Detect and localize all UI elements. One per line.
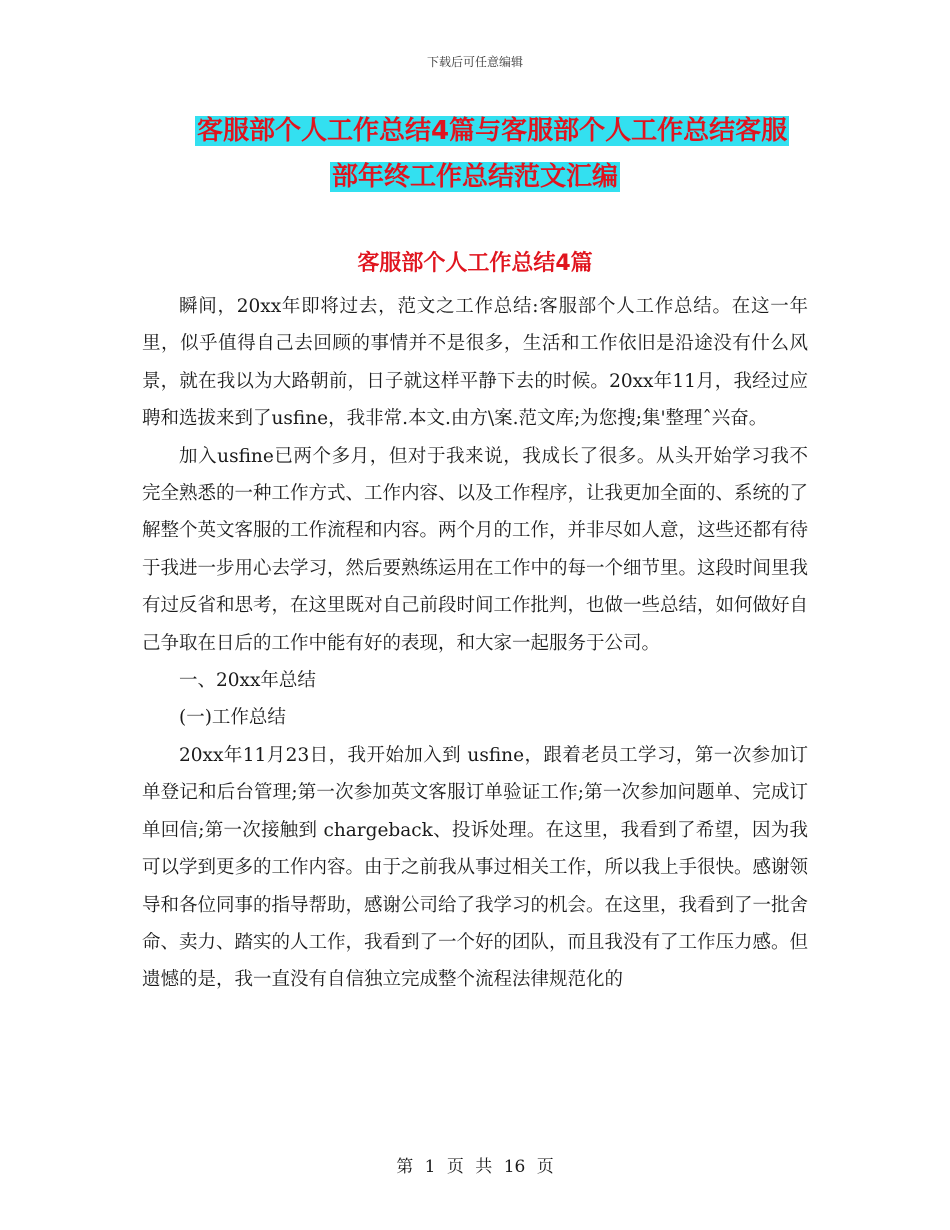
main-title-line-2 [140,154,820,200]
page-footer [0,1152,950,1177]
main-title-line-2-text: 部年终工作总结范文汇编 [332,162,619,192]
paragraph-work-detail: 20xx年11月23日，我开始加入到 usfine，跟着老员工学习，第一次参加订单登记和后台管理;第一次参加英文客服订单验证工作;第一次参加问题单、完成订单回信;第一次接触到 chargeback、投诉处理。在这里，我看到了希望，因为我可以学到更多的工作内容。由于之前我从事过相关工作，所以我上手很快。感谢领导和各位同事的指导帮助，感谢公司给了我学习的机会。在这里，我看到了一批舍命、卖力、踏实的人工作，我看到了一个好的团队，而且我没有了工作压力感。但遗憾的是，我一直没有自信独立完成整个流程法律规范化的 [142,744,809,991]
main-title [140,108,820,200]
paragraph-intro: 瞬间，20xx年即将过去，范文之工作总结:客服部个人工作总结。在这一年里，似乎值得自己去回顾的事情并不是很多，生活和工作依旧是沿途没有什么风景，就在我以为大路朝前，日子就这样平静下去的时候。20xx年11月，我经过应聘和选拔来到了usfine，我非常.本文.由方\案.范文库;为您搜;集'整理ˆ兴奋。 [142,296,808,430]
footer-suffix: 页 [536,1157,554,1177]
main-title-line-1 [140,108,820,154]
section-title: 客服部个人工作总结4篇 [357,251,593,276]
footer-prefix: 第 [396,1157,414,1177]
footer-total-pages: 16 [503,1157,526,1177]
heading-year-summary: 一、20xx年总结 [179,670,316,692]
main-title-line-1-text: 客服部个人工作总结4篇与客服部个人工作总结客服 [197,116,788,146]
document-body [142,288,808,999]
footer-page-number: 1 [424,1157,436,1177]
footer-total-label: 共 [475,1157,493,1177]
header-note: 下载后可任意编辑 [426,55,523,69]
paragraph-growth: 加入usfine已两个多月，但对于我来说，我成长了很多。从头开始学习我不完全熟悉的一种工作方式、工作内容、以及工作程序，让我更加全面的、系统的了解整个英文客服的工作流程和内容。两个月的工作，并非尽如人意，这些还都有待于我进一步用心去学习，然后要熟练运用在工作中的每一个细节里。这段时间里我有过反省和思考，在这里既对自己前段时间工作批判，也做一些总结，如何做好自己争取在日后的工作中能有好的表现，和大家一起服务于公司。 [142,445,809,654]
footer-middle: 页 [446,1157,464,1177]
heading-work-summary: (一)工作总结 [179,707,286,729]
